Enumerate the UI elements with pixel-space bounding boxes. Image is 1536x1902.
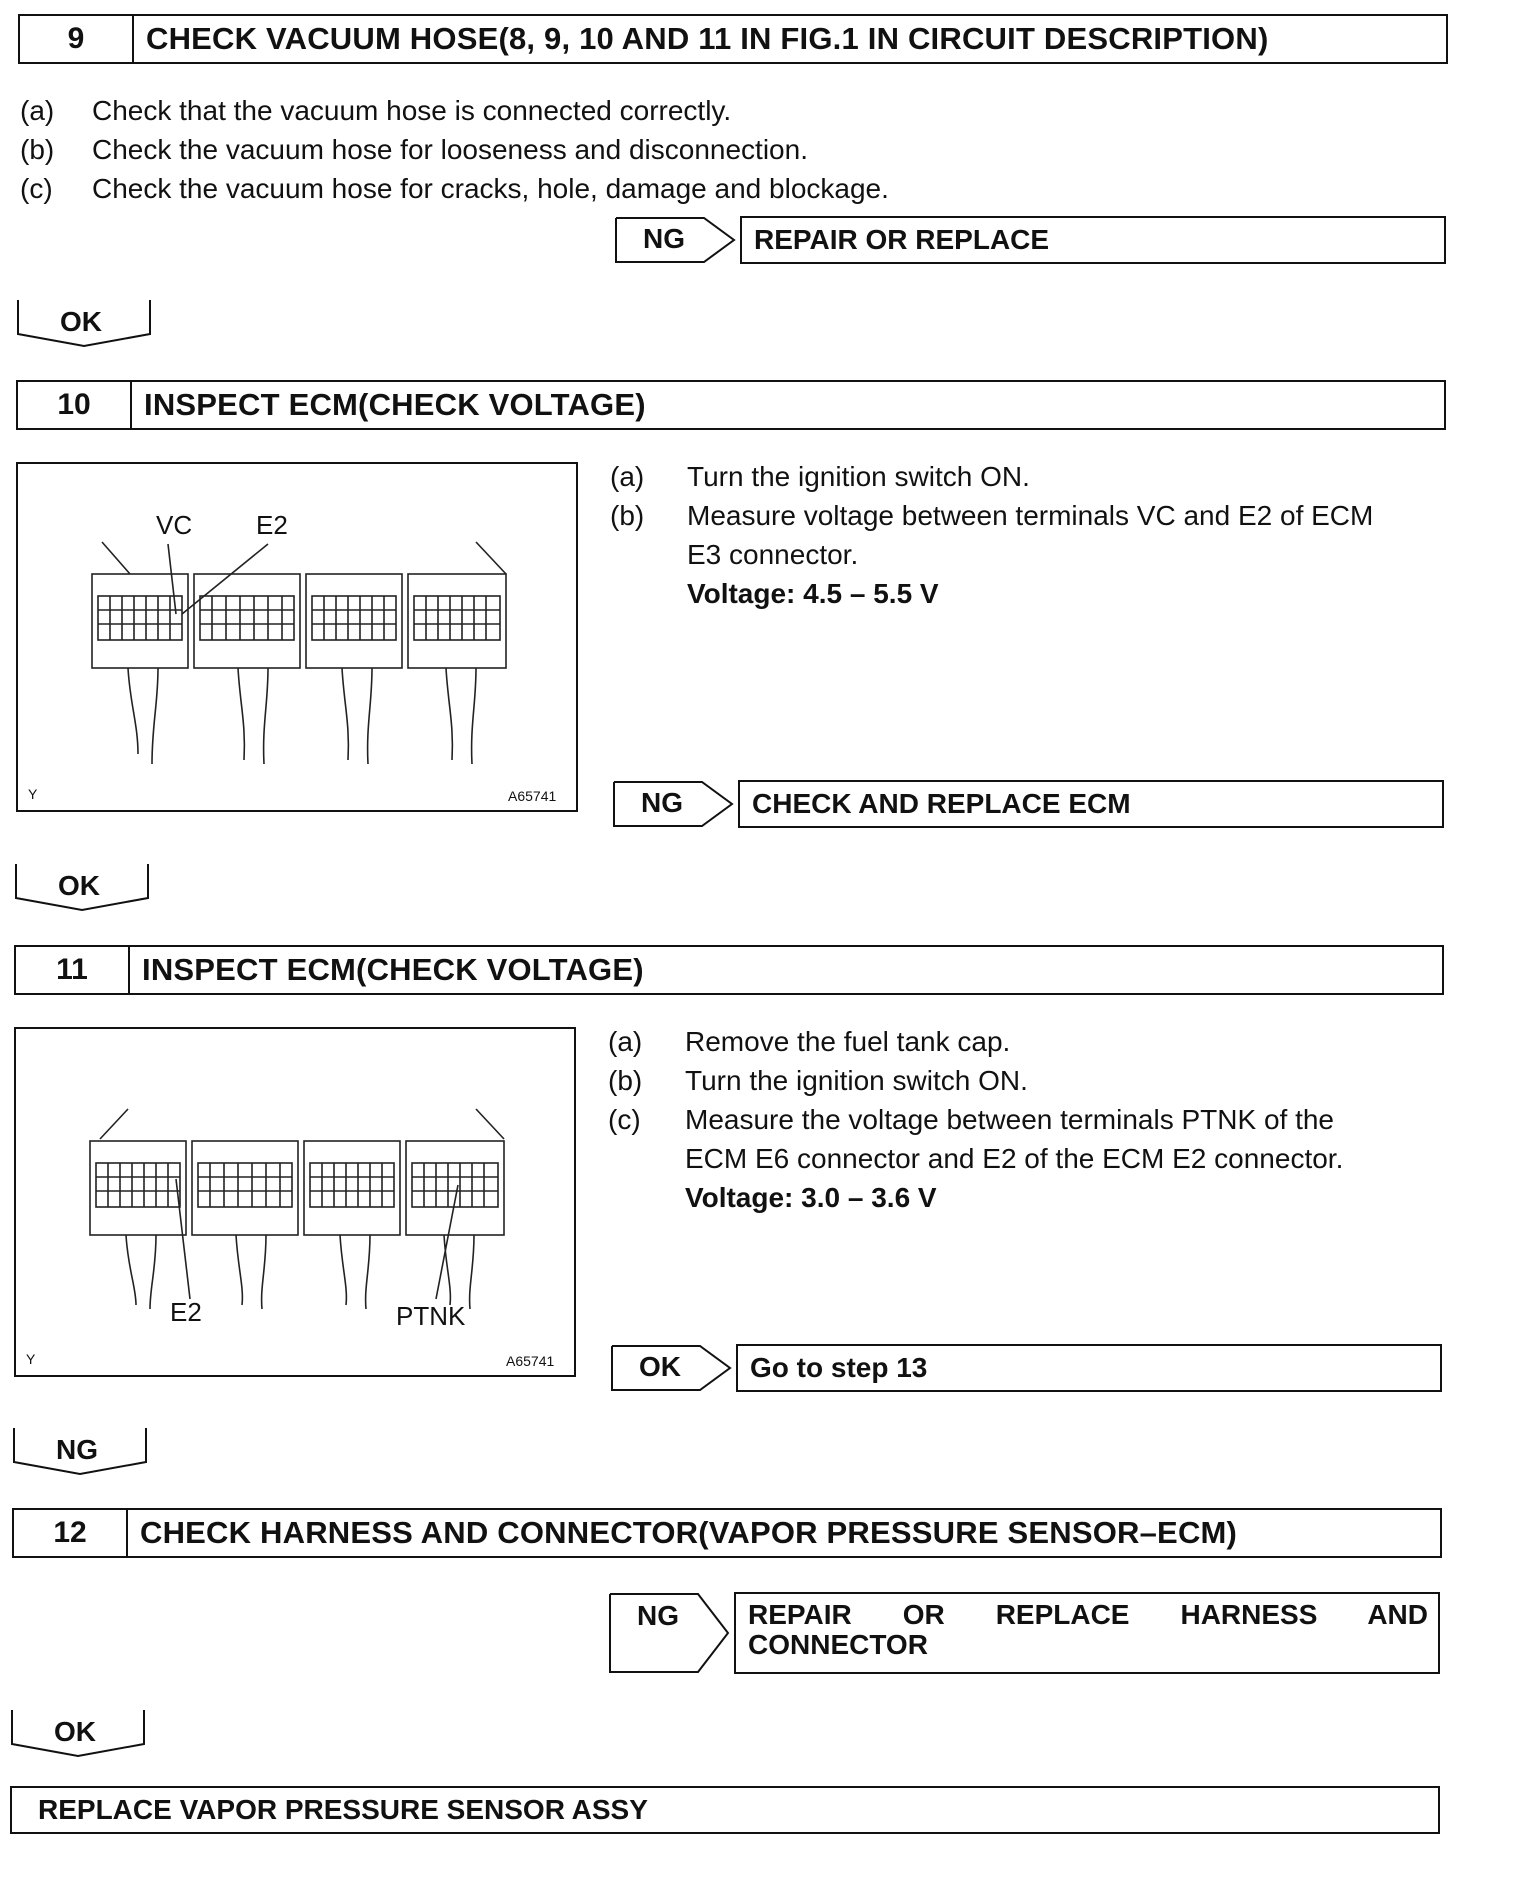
figure-code: A65741 (508, 788, 557, 804)
item-text: Check the vacuum hose for cracks, hole, damage and blockage. (92, 173, 889, 204)
tag-label: NG (56, 1434, 98, 1465)
item-text: Turn the ignition switch ON. (685, 1065, 1028, 1096)
step-11-ok-tag (610, 1344, 734, 1392)
tag-label: NG (641, 787, 683, 818)
item-label: (b) (610, 500, 645, 531)
result-line-1: REPAIR OR REPLACE HARNESS AND (748, 1599, 1428, 1630)
item-label: (c) (20, 173, 53, 204)
step-9-result: REPAIR OR REPLACE (740, 216, 1446, 264)
item-text: Check that the vacuum hose is connected correctly. (92, 95, 732, 126)
tag-label: NG (637, 1600, 679, 1631)
connector-block (304, 1141, 400, 1309)
e2-leader-line (182, 544, 268, 614)
step-11-spec: Voltage: 3.0 – 3.6 V (685, 1182, 937, 1213)
connector-block (192, 1141, 298, 1309)
step-9-item-b (20, 130, 808, 169)
item-label: (a) (610, 461, 645, 492)
step-9-item-c (20, 169, 889, 208)
step-11-header (14, 945, 1444, 995)
ptnk-leader-line (436, 1185, 458, 1299)
figure-code: A65741 (506, 1353, 555, 1369)
figure-corner-mark: Y (28, 786, 38, 802)
tag-label: OK (639, 1351, 681, 1382)
connector-block (92, 574, 188, 764)
step-11-item-c-cont: ECM E6 connector and E2 of the ECM E2 connector. (685, 1143, 1344, 1174)
step-10-figure (16, 462, 578, 812)
connector-block (408, 574, 506, 764)
connector-block (306, 574, 402, 764)
connector-block (406, 1141, 504, 1309)
step-11-figure (14, 1027, 576, 1377)
tag-label: NG (643, 223, 685, 254)
final-action-box: REPLACE VAPOR PRESSURE SENSOR ASSY (10, 1786, 1440, 1834)
step-12-result (734, 1592, 1440, 1674)
step-number: 10 (18, 382, 132, 428)
item-text: Check the vacuum hose for looseness and disconnection. (92, 134, 808, 165)
step-10-spec: Voltage: 4.5 – 5.5 V (687, 578, 939, 609)
step-11-item-a (608, 1022, 1010, 1061)
step-10-ok-tag (14, 862, 154, 912)
step-9-ng-tag (614, 216, 738, 264)
step-title: CHECK HARNESS AND CONNECTOR(VAPOR PRESSURE SENSOR–ECM) (140, 1515, 1238, 1550)
step-9-item-a (20, 91, 731, 130)
item-label: (a) (608, 1026, 643, 1057)
step-12-ok-tag (10, 1708, 150, 1758)
item-label: (b) (20, 134, 55, 165)
tag-label: OK (60, 306, 102, 337)
tag-label: OK (54, 1716, 96, 1747)
step-11-result: Go to step 13 (736, 1344, 1442, 1392)
step-10-item-a (610, 457, 1030, 496)
step-11-item-c (608, 1100, 1334, 1139)
item-label: (b) (608, 1065, 643, 1096)
step-12-ng-tag (608, 1592, 732, 1674)
step-number: 12 (14, 1510, 128, 1556)
e2-leader-line (176, 1179, 190, 1299)
step-10-header (16, 380, 1446, 430)
figure-label-vc: VC (156, 510, 193, 540)
figure-label-e2: E2 (170, 1297, 202, 1327)
connector-block (194, 574, 300, 764)
step-10-ng-tag (612, 780, 736, 828)
step-9-header (18, 14, 1448, 64)
item-text: Measure voltage between terminals VC and E2 of ECM (687, 500, 1374, 531)
item-text: Remove the fuel tank cap. (685, 1026, 1011, 1057)
ecm-connector-illustration (18, 464, 576, 810)
item-text: Turn the ignition switch ON. (687, 461, 1030, 492)
item-label: (c) (608, 1104, 641, 1135)
figure-label-e2: E2 (256, 510, 288, 540)
step-title: INSPECT ECM(CHECK VOLTAGE) (142, 952, 644, 987)
step-12-header (12, 1508, 1442, 1558)
step-number: 11 (16, 947, 130, 993)
step-9-ok-tag (16, 298, 156, 348)
item-text: Measure the voltage between terminals PTNK of the (685, 1104, 1335, 1135)
result-line-2: CONNECTOR (748, 1629, 928, 1660)
connector-block (90, 1141, 186, 1309)
step-10-result: CHECK AND REPLACE ECM (738, 780, 1444, 828)
step-title: CHECK VACUUM HOSE(8, 9, 10 AND 11 IN FIG.1 IN CIRCUIT DESCRIPTION) (146, 21, 1269, 56)
step-11-ng-tag (12, 1426, 152, 1476)
step-10-item-b (610, 496, 1373, 535)
step-number: 9 (20, 16, 134, 62)
ecm-connector-illustration (16, 1029, 574, 1375)
step-title: INSPECT ECM(CHECK VOLTAGE) (144, 387, 646, 422)
tag-label: OK (58, 870, 100, 901)
item-label: (a) (20, 95, 55, 126)
figure-corner-mark: Y (26, 1351, 36, 1367)
figure-label-ptnk: PTNK (396, 1301, 466, 1331)
step-10-item-b-cont: E3 connector. (687, 539, 859, 570)
step-11-item-b (608, 1061, 1028, 1100)
